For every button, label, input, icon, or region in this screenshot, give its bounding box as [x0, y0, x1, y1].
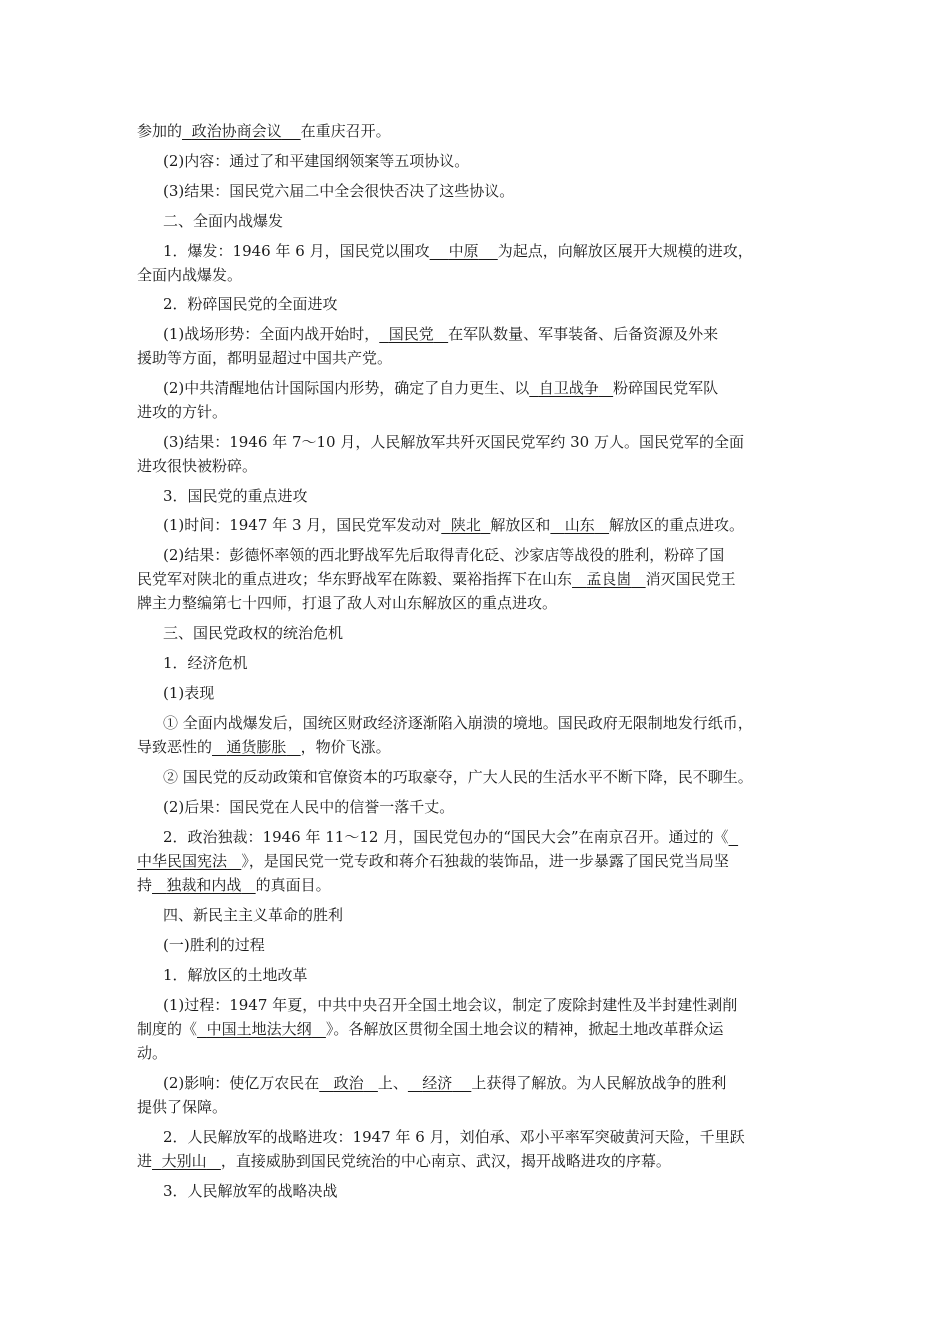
- text-line: [163, 1127, 745, 1147]
- fill-blank-answer: [408, 1074, 471, 1092]
- fill-blank-answer: [379, 325, 448, 343]
- text-line: [137, 875, 331, 895]
- text-line: [163, 545, 724, 565]
- text: 民党军对陕北的重点进攻；华东野战军在陈毅、粟裕指挥下在山东: [137, 570, 573, 588]
- subsection-heading: [163, 653, 248, 673]
- fill-blank-answer: [430, 242, 498, 260]
- text-line: [137, 1019, 723, 1039]
- subsection-heading: [163, 486, 308, 506]
- text: 消灭国民党王: [645, 570, 736, 588]
- text: 提供了保障。: [137, 1098, 228, 1116]
- text: 1．解放区的土地改革: [163, 966, 308, 984]
- fill-blank-answer: [441, 516, 490, 534]
- fill-blank-answer: [137, 852, 241, 870]
- text-line: [137, 1043, 167, 1063]
- answer-text: 孟良崮: [586, 570, 632, 588]
- answer-text: 中原: [448, 242, 479, 260]
- text-line: [163, 515, 744, 535]
- text-line: [163, 827, 738, 847]
- text-line: [137, 121, 391, 141]
- text: 1．爆发：1946 年 6 月，国民党以围攻: [163, 242, 430, 260]
- text: 援助等方面，都明显超过中国共产党。: [137, 349, 393, 367]
- text-line: [163, 432, 744, 452]
- answer-text: 中国土地法大纲: [206, 1020, 312, 1038]
- fill-blank-answer: [572, 570, 646, 588]
- subsection-heading: [163, 935, 265, 955]
- text: (2)影响：使亿万农民在: [163, 1074, 320, 1092]
- text: 2．粉碎国民党的全面进攻: [163, 295, 338, 313]
- text: 》，是国民党一党专政和蒋介石独裁的装饰品，进一步暴露了国民党当局坚: [241, 852, 729, 870]
- fill-blank-answer: [197, 1020, 326, 1038]
- text: 四、新民主主义革命的胜利: [163, 906, 344, 924]
- section-heading: [163, 211, 283, 231]
- text: (一)胜利的过程: [163, 936, 265, 954]
- text: 牌主力整编第七十四师，打退了敌人对山东解放区的重点进攻。: [137, 594, 558, 612]
- text: (3)结果：1946 年 7～10 月，人民解放军共歼灭国民党军约 30 万人。国民党军的全面: [163, 433, 744, 451]
- text: 上获得了解放。为人民解放战争的胜利: [471, 1074, 727, 1092]
- text: 全面内战爆发。: [137, 266, 243, 284]
- fill-blank-answer: [729, 828, 739, 846]
- answer-text: 中华民国宪法: [137, 852, 228, 870]
- text-line: [137, 456, 257, 476]
- text-line: [137, 265, 242, 285]
- text: 导致恶性的: [137, 738, 213, 756]
- text-line: [163, 151, 469, 171]
- text: 进攻很快被粉碎。: [137, 457, 258, 475]
- fill-blank-answer: [152, 1152, 221, 1170]
- text: (2)中共清醒地估计国际国内形势，确定了自力更生、以: [163, 379, 530, 397]
- text: 粉碎国民党军队: [613, 379, 719, 397]
- text-line: [137, 737, 391, 757]
- text: ② 国民党的反动政策和官僚资本的巧取豪夺，广大人民的生活水平不断下降，民不聊生。: [163, 768, 753, 786]
- text-line: [163, 324, 718, 344]
- text: 三、国民党政权的统治危机: [163, 624, 344, 642]
- text: 3．人民解放军的战略决战: [163, 1182, 338, 1200]
- text-line: [163, 378, 718, 398]
- text: 进: [137, 1152, 153, 1170]
- text-line: [163, 241, 753, 261]
- section-heading: [163, 905, 343, 925]
- subsection-heading: [163, 1181, 338, 1201]
- text-line: [163, 995, 737, 1015]
- text: (1)过程：1947 年夏，中共中央召开全国土地会议，制定了废除封建性及半封建性剥削: [163, 996, 738, 1014]
- text: 解放区和: [490, 516, 551, 534]
- text: (3)结果：国民党六届二中全会很快否决了这些协议。: [163, 182, 515, 200]
- text: 进攻的方针。: [137, 403, 228, 421]
- answer-text: 政治协商会议: [191, 122, 282, 140]
- text: 制度的《: [137, 1020, 198, 1038]
- text: 在重庆召开。: [300, 122, 391, 140]
- text-line: [137, 593, 557, 613]
- answer-text: 山东: [564, 516, 595, 534]
- text-line: [137, 402, 227, 422]
- text-line: [137, 851, 729, 871]
- text-line: [163, 713, 753, 733]
- text: ，物价飞涨。: [300, 738, 391, 756]
- text: 的真面目。: [255, 876, 331, 894]
- answer-text: 政治: [333, 1074, 364, 1092]
- text: 动。: [137, 1044, 168, 1062]
- answer-text: 自卫战争: [538, 379, 599, 397]
- text-line: [137, 1151, 671, 1171]
- answer-text: 经济: [422, 1074, 453, 1092]
- text: (1)战场形势：全面内战开始时，: [163, 325, 380, 343]
- answer-text: 通货膨胀: [226, 738, 287, 756]
- subsection-heading: [163, 965, 308, 985]
- text: (1)时间：1947 年 3 月，国民党军发动对: [163, 516, 442, 534]
- text: ，直接威胁到国民党统治的中心南京、武汉，揭开战略进攻的序幕。: [220, 1152, 671, 1170]
- answer-text: 陕北: [450, 516, 481, 534]
- subsection-heading: [163, 294, 338, 314]
- text: 》。各解放区贯彻全国土地会议的精神，掀起土地改革群众运: [325, 1020, 724, 1038]
- text: 参加的: [137, 122, 183, 140]
- section-heading: [163, 623, 343, 643]
- text: (2)后果：国民党在人民中的信誉一落千丈。: [163, 798, 455, 816]
- text: 2．政治独裁：1946 年 11～12 月，国民党包办的“国民大会”在南京召开。通过的《: [163, 828, 729, 846]
- fill-blank-answer: [182, 122, 301, 140]
- text: 二、全面内战爆发: [163, 212, 284, 230]
- text-line: [163, 683, 214, 703]
- text: (2)内容：通过了和平建国纲领案等五项协议。: [163, 152, 470, 170]
- text: 在军队数量、军事装备、后备资源及外来: [448, 325, 719, 343]
- text: 1．经济危机: [163, 654, 248, 672]
- fill-blank-answer: [319, 1074, 378, 1092]
- text-line: [163, 767, 753, 787]
- text-line: [163, 1073, 726, 1093]
- text: (1)表现: [163, 684, 215, 702]
- text-line: [137, 569, 736, 589]
- text: 持: [137, 876, 153, 894]
- fill-blank-answer: [152, 876, 256, 894]
- text-line: [137, 348, 392, 368]
- text: 为起点，向解放区展开大规模的进攻，: [497, 242, 753, 260]
- answer-text: 大别山: [161, 1152, 207, 1170]
- text: (2)结果：彭德怀率领的西北野战军先后取得青化砭、沙家店等战役的胜利，粉碎了国: [163, 546, 725, 564]
- text-line: [163, 797, 454, 817]
- fill-blank-answer: [550, 516, 609, 534]
- text: 上、: [377, 1074, 408, 1092]
- text: 解放区的重点进攻。: [609, 516, 745, 534]
- text: ① 全面内战爆发后，国统区财政经济逐渐陷入崩溃的境地。国民政府无限制地发行纸币，: [163, 714, 753, 732]
- text-line: [137, 1097, 227, 1117]
- fill-blank-answer: [529, 379, 613, 397]
- text: 2．人民解放军的战略进攻：1947 年 6 月，刘伯承、邓小平率军突破黄河天险，千里跃: [163, 1128, 745, 1146]
- text-line: [163, 181, 514, 201]
- fill-blank-answer: [212, 738, 301, 756]
- text: 3．国民党的重点进攻: [163, 487, 308, 505]
- answer-text: 独裁和内战: [166, 876, 242, 894]
- answer-text: 国民党: [388, 325, 434, 343]
